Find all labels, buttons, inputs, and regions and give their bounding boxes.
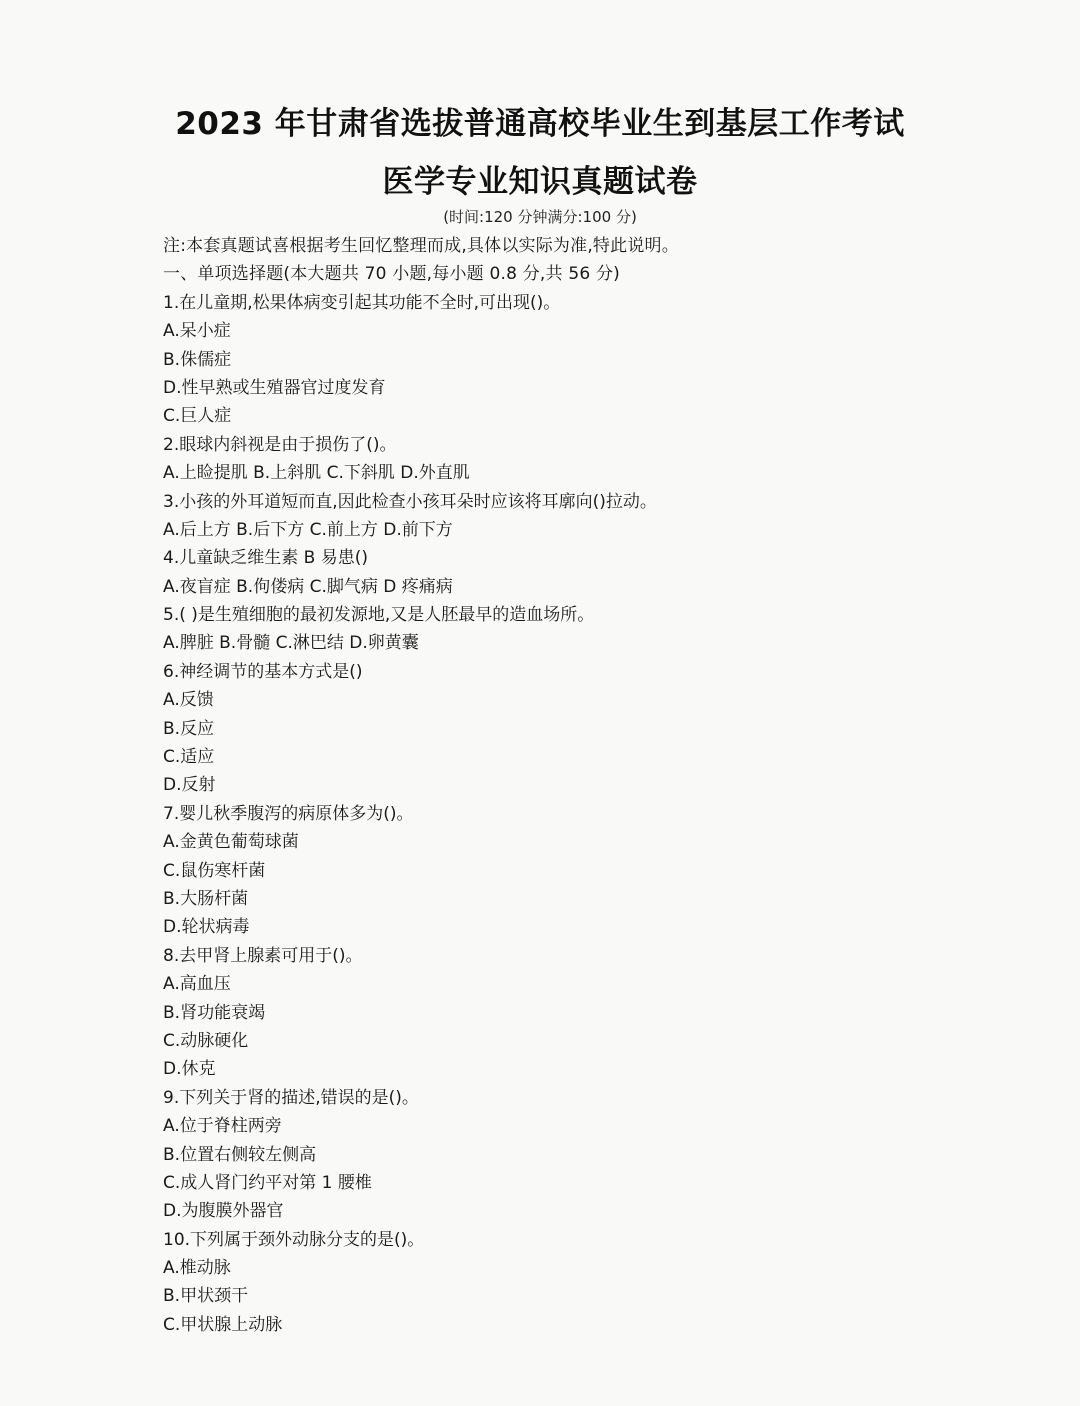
question-stem: 7.婴儿秋季腹泻的病原体多为()。 xyxy=(163,803,414,824)
answer-option: C.鼠伤寒杆菌 xyxy=(163,860,266,881)
answer-option: D.反射 xyxy=(163,775,216,796)
section-heading: 一、单项选择题(本大题共 70 小题,每小题 0.8 分,共 56 分) xyxy=(163,264,620,285)
answer-option: A.呆小症 xyxy=(163,321,231,342)
question-stem: 5.( )是生殖细胞的最初发源地,又是人胚最早的造血场所。 xyxy=(163,605,595,626)
answer-option: B.肾功能衰竭 xyxy=(163,1002,266,1023)
answer-option: D.休克 xyxy=(163,1059,216,1080)
question-stem: 9.下列关于肾的描述,错误的是()。 xyxy=(163,1087,419,1108)
answer-option: D.轮状病毒 xyxy=(163,917,250,938)
answer-option: B.侏儒症 xyxy=(163,349,232,370)
answer-option: A.脾脏 B.骨髓 C.淋巴结 D.卵黄囊 xyxy=(163,633,419,654)
exam-body xyxy=(163,232,1043,1339)
answer-option: B.反应 xyxy=(163,718,215,739)
answer-option: A.高血压 xyxy=(163,974,231,995)
answer-option: A.金黄色葡萄球菌 xyxy=(163,832,299,853)
question-stem: 4.儿童缺乏维生素 B 易患() xyxy=(163,548,368,569)
answer-option: B.位置右侧较左侧高 xyxy=(163,1144,317,1165)
answer-option: A.椎动脉 xyxy=(163,1258,231,1279)
answer-option: C.巨人症 xyxy=(163,406,232,427)
question-stem: 10.下列属于颈外动脉分支的是()。 xyxy=(163,1229,425,1250)
answer-option: C.甲状腺上动脉 xyxy=(163,1314,283,1335)
answer-option: D.性早熟或生殖器官过度发育 xyxy=(163,377,386,398)
answer-option: C.成人肾门约平对第 1 腰椎 xyxy=(163,1172,372,1193)
exam-note: 注:本套真题试喜根据考生回忆整理而成,具体以实际为准,特此说明。 xyxy=(163,236,679,256)
answer-option: A.后上方 B.后下方 C.前上方 D.前下方 xyxy=(163,519,453,540)
question-list xyxy=(163,289,1043,1339)
answer-option: A.反馈 xyxy=(163,690,214,711)
answer-option: B.大肠杆菌 xyxy=(163,888,249,909)
answer-option: A.上睑提肌 B.上斜肌 C.下斜肌 D.外直肌 xyxy=(163,463,470,484)
question-stem: 2.眼球内斜视是由于损伤了()。 xyxy=(163,434,397,455)
answer-option: B.甲状颈干 xyxy=(163,1286,249,1307)
answer-option: A.夜盲症 B.佝偻病 C.脚气病 D 疼痛病 xyxy=(163,576,453,597)
question-stem: 6.神经调节的基本方式是() xyxy=(163,661,363,682)
question-stem: 8.去甲肾上腺素可用于()。 xyxy=(163,945,363,966)
exam-time-score: (时间:120 分钟满分:100 分) xyxy=(443,208,637,226)
answer-option: C.动脉硬化 xyxy=(163,1030,249,1051)
exam-title: 2023 年甘肃省选拔普通高校毕业生到基层工作考试 xyxy=(175,106,905,142)
exam-subtitle: 医学专业知识真题试卷 xyxy=(382,164,698,200)
question-stem: 3.小孩的外耳道短而直,因此检查小孩耳朵时应该将耳廓向()拉动。 xyxy=(163,491,657,512)
answer-option: D.为腹膜外器官 xyxy=(163,1201,284,1222)
answer-option: A.位于脊柱两旁 xyxy=(163,1116,282,1137)
answer-option: C.适应 xyxy=(163,747,215,768)
question-stem: 1.在儿童期,松果体病变引起其功能不全时,可出现()。 xyxy=(163,292,561,313)
